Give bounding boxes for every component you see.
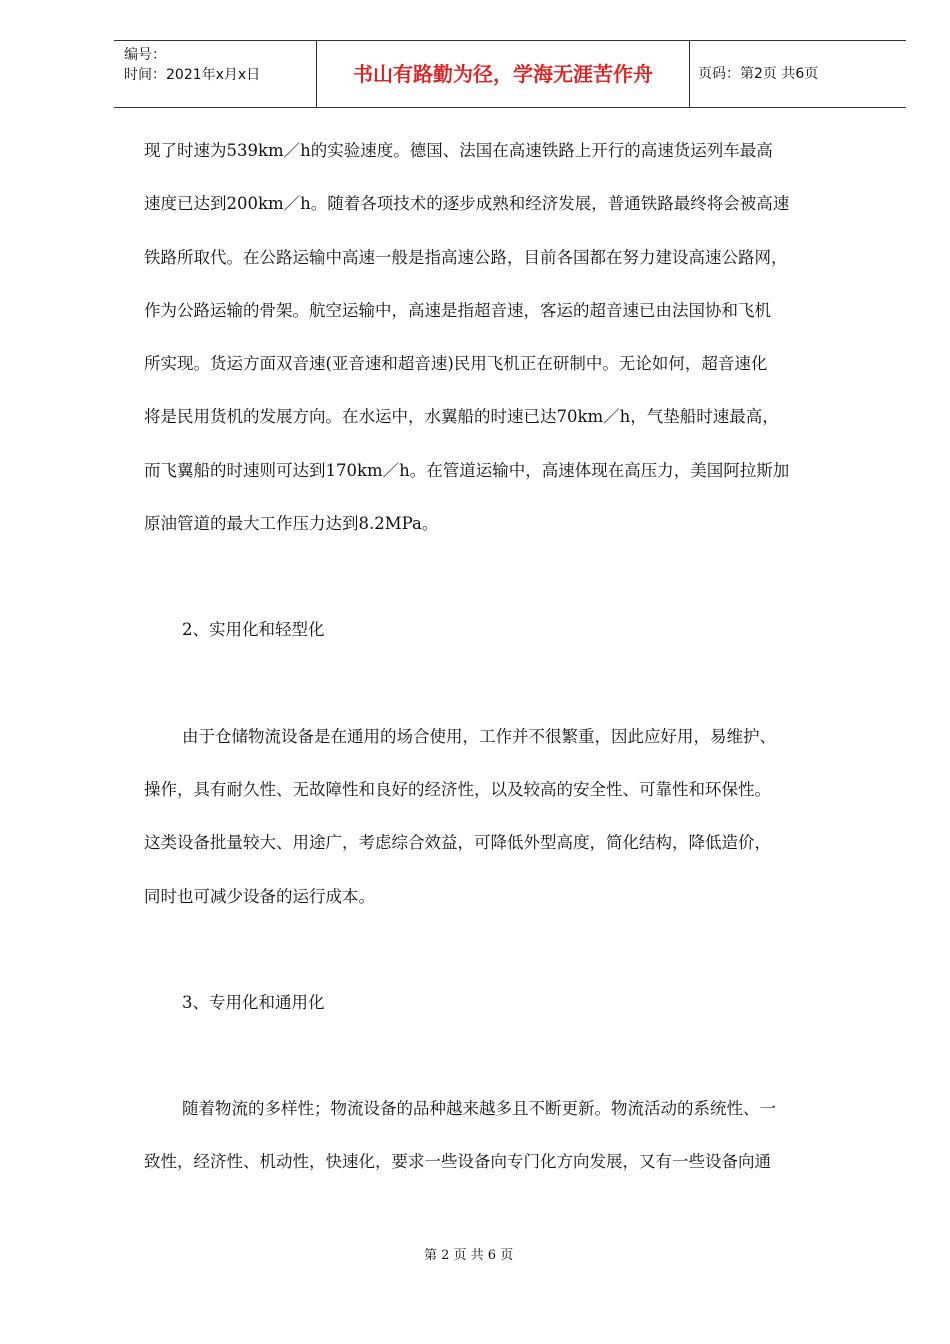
document-body xyxy=(144,124,886,1189)
section-heading-3: 3、专用化和通用化 xyxy=(182,992,325,1012)
date-label: 时间：2021年x月x日 xyxy=(124,67,261,83)
text-line: 随着物流的多样性；物流设备的品种越来越多且不断更新。物流活动的系统性、一 xyxy=(182,1099,776,1119)
text-line: 同时也可减少设备的运行成本。 xyxy=(144,886,375,906)
text-line: 这类设备批量较大、用途广，考虑综合效益，可降低外型高度，简化结构，降低造价， xyxy=(144,833,771,853)
header-motto: 书山有路勤为径，学海无涯苦作舟 xyxy=(316,41,690,107)
text-line: 作为公路运输的骨架。航空运输中，高速是指超音速，客运的超音速已由法国协和飞机 xyxy=(144,300,771,320)
paragraph-3 xyxy=(144,1082,886,1189)
text-line: 原油管道的最大工作压力达到8.2MPa。 xyxy=(144,514,439,534)
text-line: 所实现。货运方面双音速(亚音速和超音速)民用飞机正在研制中。无论如何，超音速化 xyxy=(144,354,768,374)
paragraph-2 xyxy=(144,710,886,923)
paragraph-1 xyxy=(144,124,886,550)
text-line: 现了时速为539km／h的实验速度。德国、法国在高速铁路上开行的高速货运列车最高 xyxy=(144,141,773,160)
section-heading-2: 2、实用化和轻型化 xyxy=(182,620,325,640)
text-line: 操作，具有耐久性、无故障性和良好的经济性，以及较高的安全性、可靠性和环保性。 xyxy=(144,779,771,799)
page-header xyxy=(114,40,906,108)
header-page-info: 页码：第2页 共6页 xyxy=(698,66,819,82)
header-meta xyxy=(124,41,316,107)
text-line: 铁路所取代。在公路运输中高速一般是指高速公路，目前各国都在努力建设高速公路网， xyxy=(144,247,788,267)
text-line: 致性，经济性、机动性，快速化，要求一些设备向专门化方向发展，又有一些设备向通 xyxy=(144,1152,771,1172)
text-line: 速度已达到200km／h。随着各项技术的逐步成熟和经济发展，普通铁路最终将会被高速 xyxy=(144,194,790,214)
page-footer: 第 2 页 共 6 页 xyxy=(424,1248,514,1263)
text-line: 由于仓储物流设备是在通用的场合使用，工作并不很繁重，因此应好用，易维护、 xyxy=(182,726,776,746)
text-line: 而飞翼船的时速则可达到170km／h。在管道运输中，高速体现在高压力，美国阿拉斯加 xyxy=(144,460,790,480)
serial-number-label: 编号： xyxy=(124,47,166,63)
text-line: 将是民用货机的发展方向。在水运中，水翼船的时速已达70km／h，气垫船时速最高， xyxy=(144,407,779,427)
